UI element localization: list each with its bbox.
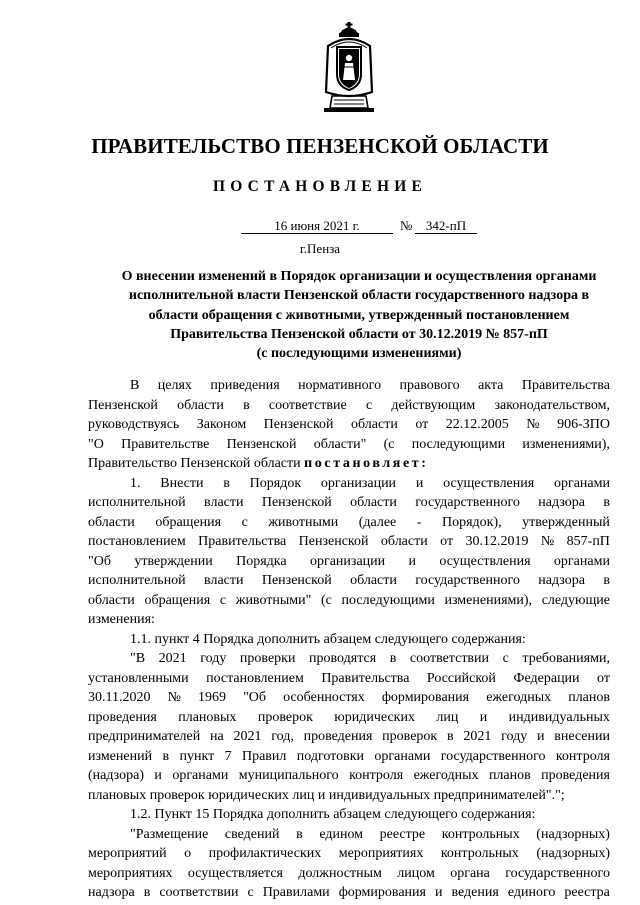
word: предпринимателей xyxy=(88,729,201,744)
word: Федерации xyxy=(513,670,580,686)
text-line xyxy=(88,766,610,786)
word: власти xyxy=(204,573,244,588)
document-number: 342-пП xyxy=(415,218,477,234)
word: государственного xyxy=(505,865,610,881)
word: - xyxy=(416,514,422,530)
word: государственного xyxy=(440,748,546,764)
word: В xyxy=(130,378,140,393)
word: проверок xyxy=(382,729,438,744)
paragraph-preamble xyxy=(88,376,610,474)
word: утверждении xyxy=(134,553,213,569)
word: "О xyxy=(88,436,104,452)
word: Пензенской xyxy=(226,436,297,452)
word: с xyxy=(247,885,254,900)
paragraph-item-1-1 xyxy=(88,630,610,650)
word: осуществляется xyxy=(187,865,283,881)
word: Пензенской xyxy=(261,495,332,510)
text-line: плановых проверок юридических лиц и индивидуальных предпринимателей"."; xyxy=(88,787,565,803)
text-line: Правительство Пензенской области постановляет: xyxy=(88,456,429,471)
word: области xyxy=(380,534,428,549)
word: осуществления xyxy=(443,475,535,491)
word: контроля xyxy=(555,748,610,764)
word: сведений xyxy=(224,826,280,842)
word: от xyxy=(597,670,610,686)
word: соответствии xyxy=(409,651,490,666)
word: правового xyxy=(399,378,460,393)
word: подготовки xyxy=(296,748,365,764)
paragraph-item-1 xyxy=(88,474,610,630)
word: мероприятиях xyxy=(338,846,424,861)
word: Правительства xyxy=(198,534,287,549)
word: Порядка xyxy=(236,553,287,569)
word: году xyxy=(200,651,227,666)
word: в xyxy=(603,495,610,510)
text-line xyxy=(88,396,610,416)
text-line xyxy=(88,864,610,884)
word: пункт xyxy=(179,748,215,764)
word: животными" xyxy=(235,592,312,608)
word: профилактических xyxy=(208,846,322,861)
word: области xyxy=(351,417,398,432)
heading-line: исполнительной власти Пензенской области государственного надзора в xyxy=(128,288,590,304)
word: последующими xyxy=(411,436,506,452)
text-line xyxy=(88,747,610,767)
word: Правительства xyxy=(521,378,610,393)
word: Правилами xyxy=(262,885,330,900)
heading-line: (с последующими изменениями) xyxy=(256,346,462,362)
word: индивидуальных xyxy=(508,709,610,725)
word: реестра xyxy=(564,885,610,900)
word: (надзорных) xyxy=(536,846,610,861)
text-line: изменения: xyxy=(88,612,155,627)
text-line xyxy=(88,571,610,591)
word: особенностях xyxy=(283,690,365,705)
word: 30.11.2020 xyxy=(88,690,151,705)
word: области xyxy=(350,573,397,588)
word: (с xyxy=(383,436,395,452)
word: лицом xyxy=(397,865,435,881)
word: органами xyxy=(553,475,610,491)
word: в xyxy=(162,748,170,764)
text-line xyxy=(88,708,610,728)
word: и xyxy=(434,885,443,900)
text-line xyxy=(88,376,610,396)
word: в xyxy=(143,885,151,900)
word: Законом xyxy=(196,417,247,432)
word: "В xyxy=(130,651,146,666)
word: органами xyxy=(172,768,229,783)
word: "Размещение xyxy=(130,826,209,842)
word: формирования xyxy=(338,885,426,900)
city-name: г.Пенза xyxy=(299,241,341,256)
word: области xyxy=(350,495,397,510)
word: органа xyxy=(450,865,490,881)
word: приведения xyxy=(210,378,280,393)
word: изменениями), xyxy=(522,436,610,452)
text-line xyxy=(88,435,610,455)
word: с xyxy=(365,397,373,413)
word: с xyxy=(241,514,248,530)
text-line xyxy=(88,688,610,708)
word: "Об xyxy=(88,553,111,569)
word: проведения xyxy=(303,729,373,744)
word: мероприятий xyxy=(88,846,167,861)
word: организации xyxy=(320,475,397,491)
word: государственного xyxy=(415,573,520,588)
word: (далее xyxy=(358,514,397,530)
word: и xyxy=(536,729,545,744)
word: в xyxy=(446,729,454,744)
heading-line: О внесении изменений в Порядок организации и осуществления органами xyxy=(121,269,597,284)
paragraph-quote-2 xyxy=(88,825,610,903)
word: области xyxy=(177,397,224,413)
word: 7 xyxy=(224,748,232,764)
word: № xyxy=(167,690,181,705)
text-line xyxy=(88,669,610,689)
word: постановлением xyxy=(88,534,186,549)
word: планов xyxy=(568,690,610,705)
word: 906-ЗПО xyxy=(557,417,610,432)
word: Правил xyxy=(241,748,287,764)
number-sign: № xyxy=(400,218,413,233)
word: утвержденный xyxy=(522,514,610,530)
document-heading xyxy=(88,267,630,363)
organization-title: ПРАВИТЕЛЬСТВО ПЕНЗЕНСКОЙ ОБЛАСТИ xyxy=(91,134,549,158)
word: руководствуясь xyxy=(88,417,180,432)
word: и xyxy=(154,768,162,783)
word: единого xyxy=(507,885,556,900)
word: год, xyxy=(271,729,294,744)
word: "Об xyxy=(243,690,267,705)
word: организации xyxy=(309,553,386,569)
word: в xyxy=(389,651,397,666)
word: обращения xyxy=(144,592,211,608)
word: исполнительной xyxy=(88,495,186,510)
word: ведения xyxy=(451,885,499,900)
word: в xyxy=(296,826,303,842)
word: постановлением xyxy=(206,670,304,686)
word: плановых xyxy=(178,709,237,725)
document-type: ПОСТАНОВЛЕНИЕ xyxy=(212,178,428,195)
word: Пензенской xyxy=(263,417,334,432)
coat-of-arms-emblem xyxy=(322,22,376,114)
word: № xyxy=(540,534,555,549)
word: области xyxy=(88,592,135,608)
word: Порядок xyxy=(249,475,302,491)
word: следующие xyxy=(541,592,610,608)
text-line: 1.2. Пункт 15 Порядка дополнить абзацем следующего содержания: xyxy=(130,807,536,822)
word: области xyxy=(88,514,135,530)
word: и xyxy=(415,475,424,491)
word: области" xyxy=(313,436,367,452)
text-line xyxy=(88,493,610,513)
word: органами xyxy=(374,748,431,764)
word: в xyxy=(603,573,610,588)
word: (надзора) xyxy=(88,768,144,783)
word: 2021 xyxy=(233,729,262,744)
word: Внести xyxy=(160,475,204,491)
word: проверок xyxy=(257,709,313,725)
word: (надзорных) xyxy=(536,826,610,842)
word: надзора xyxy=(88,885,135,900)
word: соответствии xyxy=(159,885,239,900)
document-date: 16 июня 2021 г. xyxy=(241,218,393,234)
word: муниципального xyxy=(238,768,339,783)
word: обращения xyxy=(155,514,222,530)
word: 2021 xyxy=(158,651,187,666)
word: в xyxy=(243,397,250,413)
word: году xyxy=(501,729,528,744)
word: изменений xyxy=(88,748,153,764)
word: Правительства xyxy=(321,670,410,686)
text-line xyxy=(88,883,610,903)
word: изменениями), xyxy=(444,592,533,608)
word: 30.12.2019 xyxy=(465,534,529,549)
word: законодательством, xyxy=(494,397,610,413)
word: Российской xyxy=(426,670,496,686)
word: планов xyxy=(488,768,531,783)
word: проведения xyxy=(541,768,610,783)
word: на xyxy=(210,729,224,744)
text-line xyxy=(88,532,610,552)
word: Пензенской xyxy=(261,573,332,588)
heading-line: Правительства Пензенской области от 30.12.2019 № 857-пП xyxy=(170,326,548,342)
text-line xyxy=(88,727,610,747)
word: в xyxy=(223,475,230,491)
word: осуществления xyxy=(439,553,531,569)
word: надзора xyxy=(538,573,585,588)
word: № xyxy=(526,417,540,432)
text-line xyxy=(88,513,610,533)
word: реестре xyxy=(379,826,426,842)
word: юридических xyxy=(334,709,415,725)
word: о xyxy=(184,846,192,861)
resolves-verb: постановляет: xyxy=(304,456,429,471)
word: надзора xyxy=(538,495,585,510)
text-line xyxy=(88,591,610,611)
word: контроля xyxy=(349,768,404,783)
word: (с xyxy=(321,592,332,608)
word: государственного xyxy=(415,495,520,510)
word: Порядок), xyxy=(441,514,502,530)
word: действующим xyxy=(391,397,476,413)
paragraph-quote-1 xyxy=(88,649,610,805)
text-line: 1.1. пункт 4 Порядка дополнить абзацем следующего содержания: xyxy=(130,631,526,647)
text-line xyxy=(88,474,610,494)
paragraph-item-1-2 xyxy=(88,805,610,825)
text-line xyxy=(88,415,610,435)
word: от xyxy=(440,534,454,549)
word: 1969 xyxy=(198,690,226,705)
text-line xyxy=(88,844,610,864)
word: Пензенской xyxy=(88,397,158,413)
text-line xyxy=(88,552,610,572)
word: 857-пП xyxy=(566,534,610,549)
word: едином xyxy=(319,826,364,842)
word: требованиями, xyxy=(522,651,610,666)
word: животными xyxy=(268,514,339,530)
word: 22.12.2005 xyxy=(445,417,509,432)
word: должностным xyxy=(298,865,382,881)
word: последующими xyxy=(341,592,435,608)
heading-line: области обращения с животными, утвержденный постановлением xyxy=(148,307,570,323)
word: исполнительной xyxy=(88,573,186,588)
word: контрольных xyxy=(441,826,520,842)
word: проведения xyxy=(88,709,157,725)
text-line xyxy=(88,649,610,669)
word: акта xyxy=(478,378,504,393)
word: целях xyxy=(157,378,192,393)
word: 1. xyxy=(130,475,141,491)
word: от xyxy=(415,417,429,432)
word: формирования xyxy=(381,690,470,705)
word: органами xyxy=(553,553,610,569)
word: с xyxy=(219,592,227,608)
word: соответствие xyxy=(268,397,347,413)
word: внесении xyxy=(554,729,610,744)
word: власти xyxy=(204,495,244,510)
word: ежегодных xyxy=(413,768,479,783)
text-line xyxy=(88,825,610,845)
word: проверки xyxy=(239,651,296,666)
word: контрольных xyxy=(440,846,519,861)
word: Правительстве xyxy=(121,436,210,452)
word: мероприятиях xyxy=(88,865,173,881)
word: и xyxy=(479,709,488,725)
word: ежегодных xyxy=(486,690,552,705)
word: нормативного xyxy=(298,378,382,393)
word: 2021 xyxy=(463,729,492,744)
word: с xyxy=(502,651,509,666)
word: установленными xyxy=(88,670,189,686)
word: проводятся xyxy=(309,651,377,666)
word: лиц xyxy=(436,709,459,725)
word: и xyxy=(408,553,417,569)
word: Пензенской xyxy=(298,534,369,549)
